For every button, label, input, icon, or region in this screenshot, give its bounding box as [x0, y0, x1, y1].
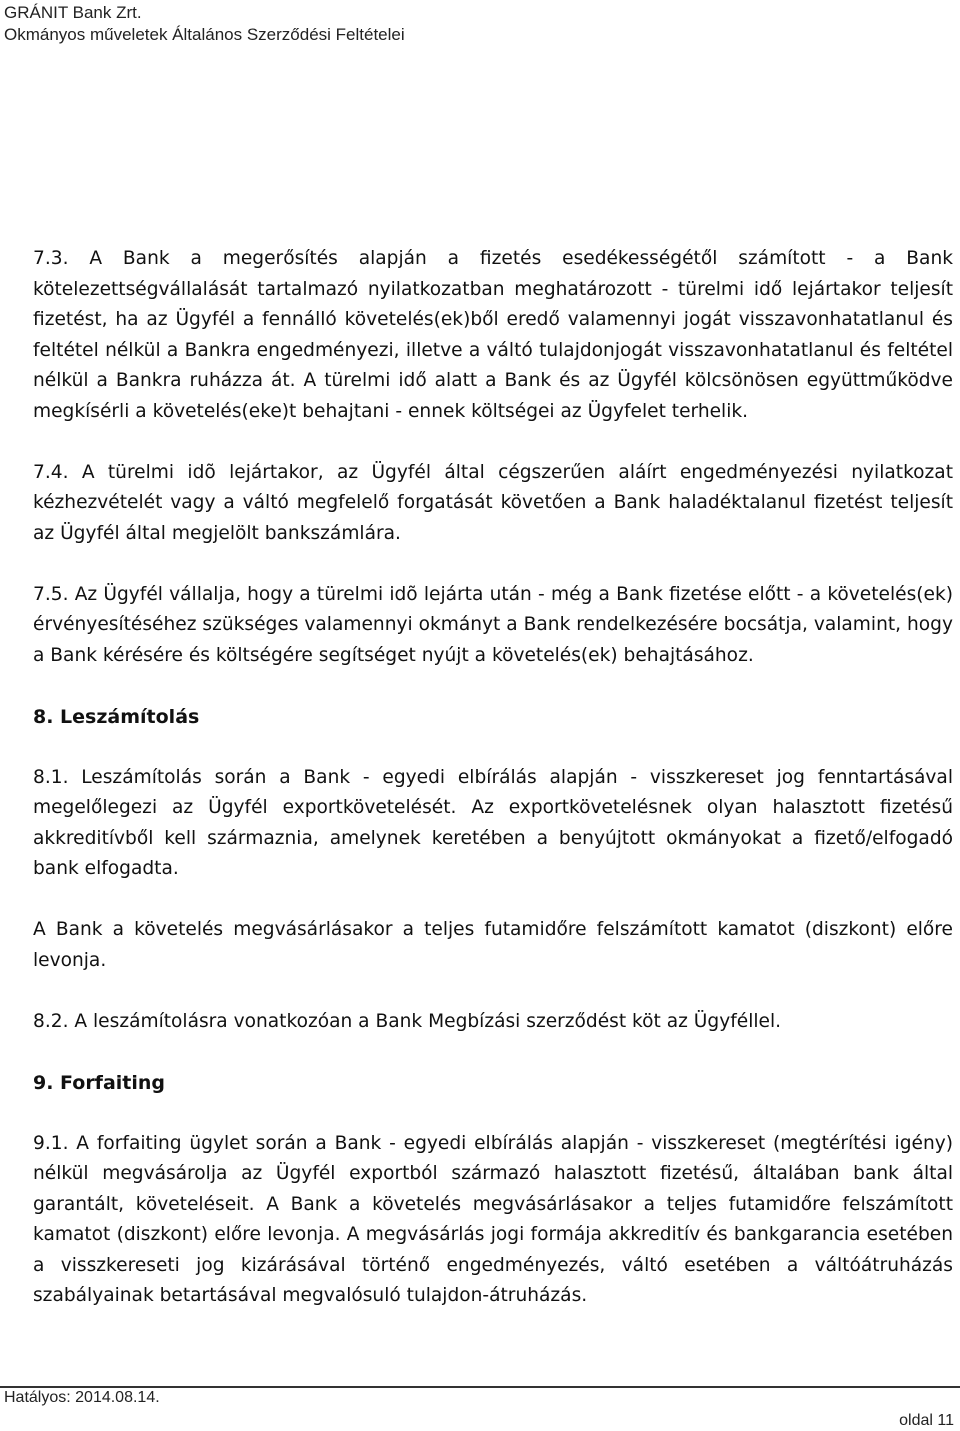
section-heading-8: 8. Leszámítolás [33, 705, 200, 728]
paragraph-8-1: 8.1. Leszámítolás során a Bank - egyedi elbírálás alapján - visszkereset jog fenntartásával megelőlegezi az Ügyfél exportkövetelését. Az exportkövetelésnek olyan halasztott fizetésű akkreditívből kell származnia, amelynek keretében a benyújtott okmányokat a fizető/elfogadó bank elfogadta. [33, 766, 953, 879]
document-title: Okmányos műveletek Általános Szerződési Feltételei [4, 25, 405, 44]
paragraph-7-4: 7.4. A türelmi idõ lejártakor, az Ügyfél által cégszerűen aláírt engedményezési nyilatkozat kézhezvételét vagy a váltó megfelelő forgatását követően a Bank haladéktalanul fizetést teljesít az Ügyfél által megjelölt bankszámlára. [33, 461, 953, 544]
page-header [4, 2, 405, 46]
paragraph-8-1-discount: A Bank a követelés megvásárlásakor a teljes futamidőre felszámított kamatot (diszkont) előre levonja. [33, 919, 953, 971]
paragraph-7-3: 7.3. A Bank a megerősítés alapján a fizetés esedékességétől számított - a Bank kötelezettségvállalását tartalmazó nyilatkozatban meghatározott - türelmi idő lejártakor teljesít fizetést, ha az Ügyfél a fennálló követelés(ek)ből eredő valamennyi jogát visszavonhatatlanul és feltétel nélkül a Bankra engedményezi, illetve a váltó tulajdonjogát visszavonhatatlanul és feltétel nélkül a Bankra ruházza át. A türelmi idő alatt a Bank és az Ügyfél kölcsönösen együttműködve megkísérli a követelés(eke)t behajtani - ennek költségei az Ügyfelet terhelik. [33, 248, 953, 422]
paragraph-8-2: 8.2. A leszámítolásra vonatkozóan a Bank Megbízási szerződést köt az Ügyféllel. [33, 1010, 782, 1032]
company-name: GRÁNIT Bank Zrt. [4, 3, 142, 22]
paragraph-9-1: 9.1. A forfaiting ügylet során a Bank - egyedi elbírálás alapján - visszkereset (megtérítési igény) nélkül megvásárolja az Ügyfél exportból származó halasztott fizetésű, általában bank által garantált, követeléseit. A Bank a követelés megvásárlásakor a teljes futamidőre felszámított kamatot (diszkont) előre levonja. A megvásárlás jogi formája akkreditív és bankgarancia esetében a visszkereseti jog kizárásával történő engedményezés, váltó esetében a váltóátruházás szabályainak betartásával megvalósuló tulajdon-átruházás. [33, 1132, 953, 1306]
page-number: oldal 11 [899, 1412, 954, 1429]
paragraph-7-5: 7.5. Az Ügyfél vállalja, hogy a türelmi idõ lejárta után - még a Bank fizetése előtt - a követelés(ek) érvényesítéséhez szükséges valamennyi okmányt a Bank rendelkezésére bocsátja, valamint, hogy a Bank kérésére és költségére segítséget nyújt a követelés(ek) behajtásához. [33, 583, 953, 666]
effective-date: Hatályos: 2014.08.14. [4, 1389, 160, 1406]
document-body [33, 244, 953, 1312]
section-heading-9: 9. Forfaiting [33, 1071, 166, 1094]
